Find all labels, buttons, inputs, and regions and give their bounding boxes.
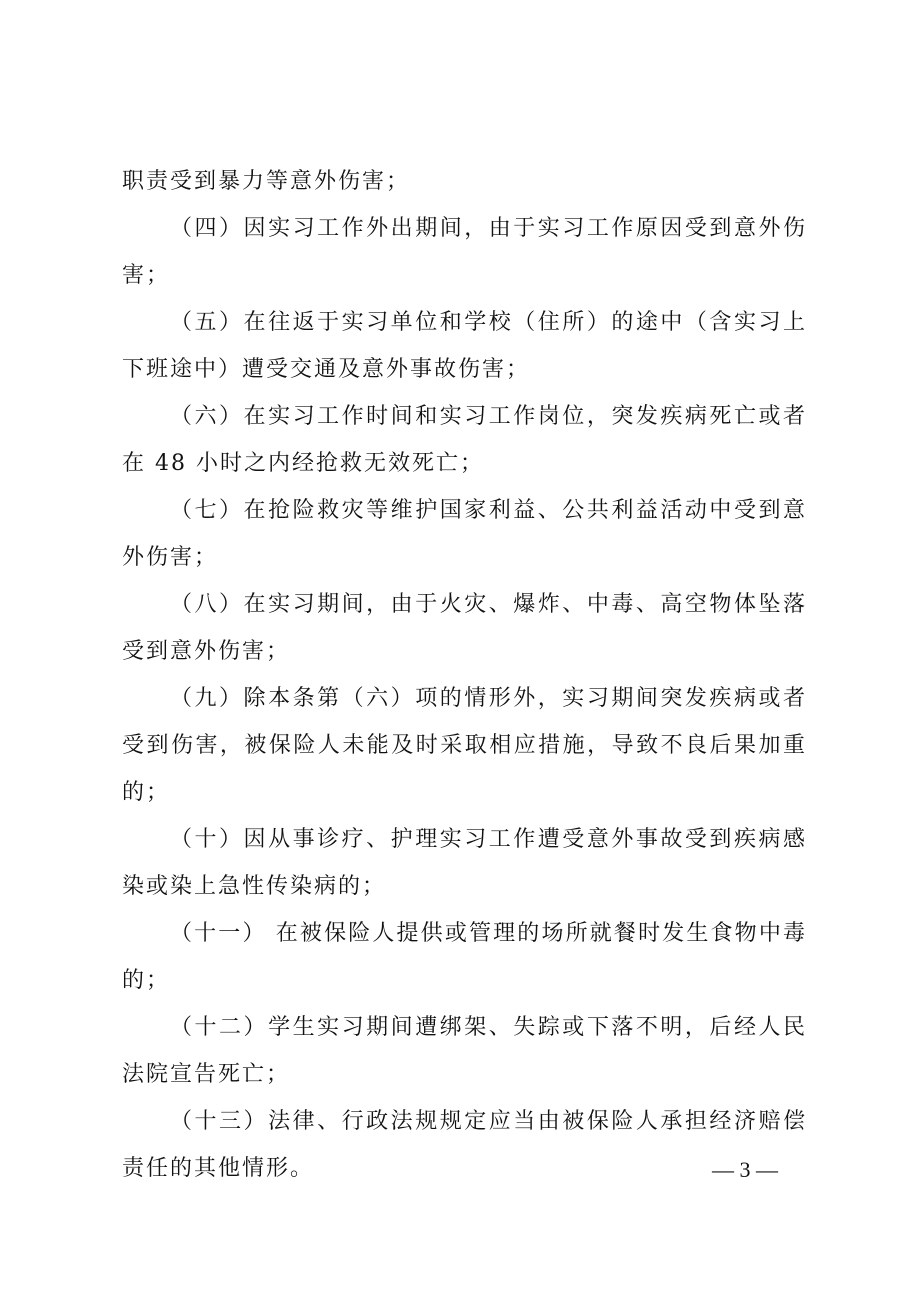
paragraph-item-6: （六）在实习工作时间和实习工作岗位，突发疾病死亡或者在 48 小时之内经抢救无效死亡； — [122, 404, 807, 476]
page-number: — 3 — — [712, 1157, 778, 1182]
paragraph-item-7: （七）在抢险救灾等维护国家利益、公共利益活动中受到意外伤害； — [122, 498, 807, 570]
paragraph-item-4: （四）因实习工作外出期间，由于实习工作原因受到意外伤害； — [122, 216, 807, 288]
body-text — [122, 158, 807, 1192]
paragraph-continuation: 职责受到暴力等意外伤害； — [122, 169, 411, 194]
paragraph-item-5: （五）在往返于实习单位和学校（住所）的途中（含实习上下班途中）遭受交通及意外事故伤害； — [122, 310, 807, 382]
paragraph-item-12: （十二）学生实习期间遭绑架、失踪或下落不明，后经人民法院宣告死亡； — [122, 1015, 807, 1087]
paragraph-item-13: （十三）法律、行政法规规定应当由被保险人承担经济赔偿责任的其他情形。 — [122, 1109, 807, 1181]
paragraph-item-8: （八）在实习期间，由于火灾、爆炸、中毒、高空物体坠落受到意外伤害； — [122, 592, 807, 664]
paragraph-item-10: （十）因从事诊疗、护理实习工作遭受意外事故受到疾病感染或染上急性传染病的； — [122, 827, 807, 899]
paragraph-item-11: （十一） 在被保险人提供或管理的场所就餐时发生食物中毒的； — [122, 921, 807, 993]
paragraph-item-9: （九）除本条第（六）项的情形外，实习期间突发疾病或者受到伤害，被保险人未能及时采取相应措施，导致不良后果加重的； — [122, 686, 807, 805]
